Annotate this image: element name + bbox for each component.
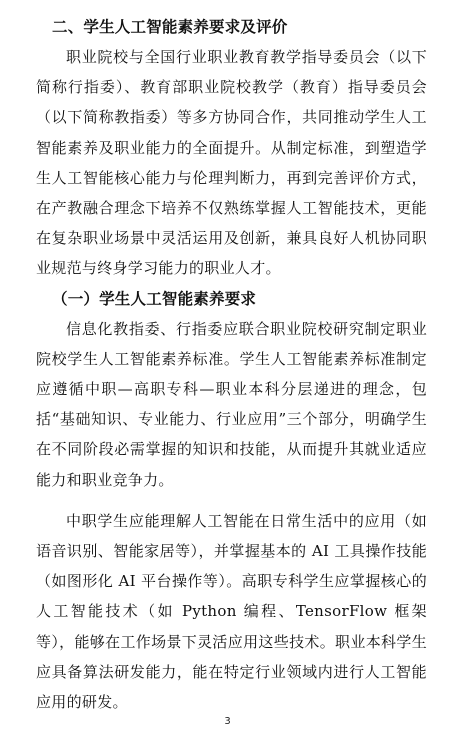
page-number: 3 <box>224 716 231 727</box>
body-paragraph-1: 职业院校与全国行业职业教育教学指导委员会（以下简称行指委）、教育部职业院校教学（教育）指导委员会（以下简称教指委）等多方协同合作，共同推动学生人工智能素养及职业能力的全面提升。从制定标准，到塑造学生人工智能核心能力与伦理判断力，再到完善评价方式，在产教融合理念下培养不仅熟练掌握人工智能技术，更能在复杂职业场景中灵活运用及创新，兼具良好人机协同职业规范与终身学习能力的职业人才。 <box>36 48 427 278</box>
body-paragraph-2: 信息化教指委、行指委应联合职业院校研究制定职业院校学生人工智能素养标准。学生人工智能素养标准制定应遵循中职—高职专科—职业本科分层递进的理念，包括“基础知识、专业能力、行业应用”三个部分，明确学生在不同阶段必需掌握的知识和技能，从而提升其就业适应能力和职业竞争力。 <box>36 319 427 489</box>
subsection-heading: （一）学生人工智能素养要求 <box>52 289 257 308</box>
body-paragraph-3: 中职学生应能理解人工智能在日常生活中的应用（如语音识别、智能家居等），并掌握基本的 AI 工具操作技能（如图形化 AI 平台操作等）。高职专科学生应掌握核心的人工智能技术（如 Python 编程、TensorFlow 框架等），能够在工作场景下灵活应用这些技术。职业本科学生应具备算法研发能力，能在特定行业领域内进行人工智能应用的研发。 <box>36 511 427 712</box>
paragraph-gap <box>36 495 427 506</box>
section-heading: 二、学生人工智能素养要求及评价 <box>52 18 288 36</box>
